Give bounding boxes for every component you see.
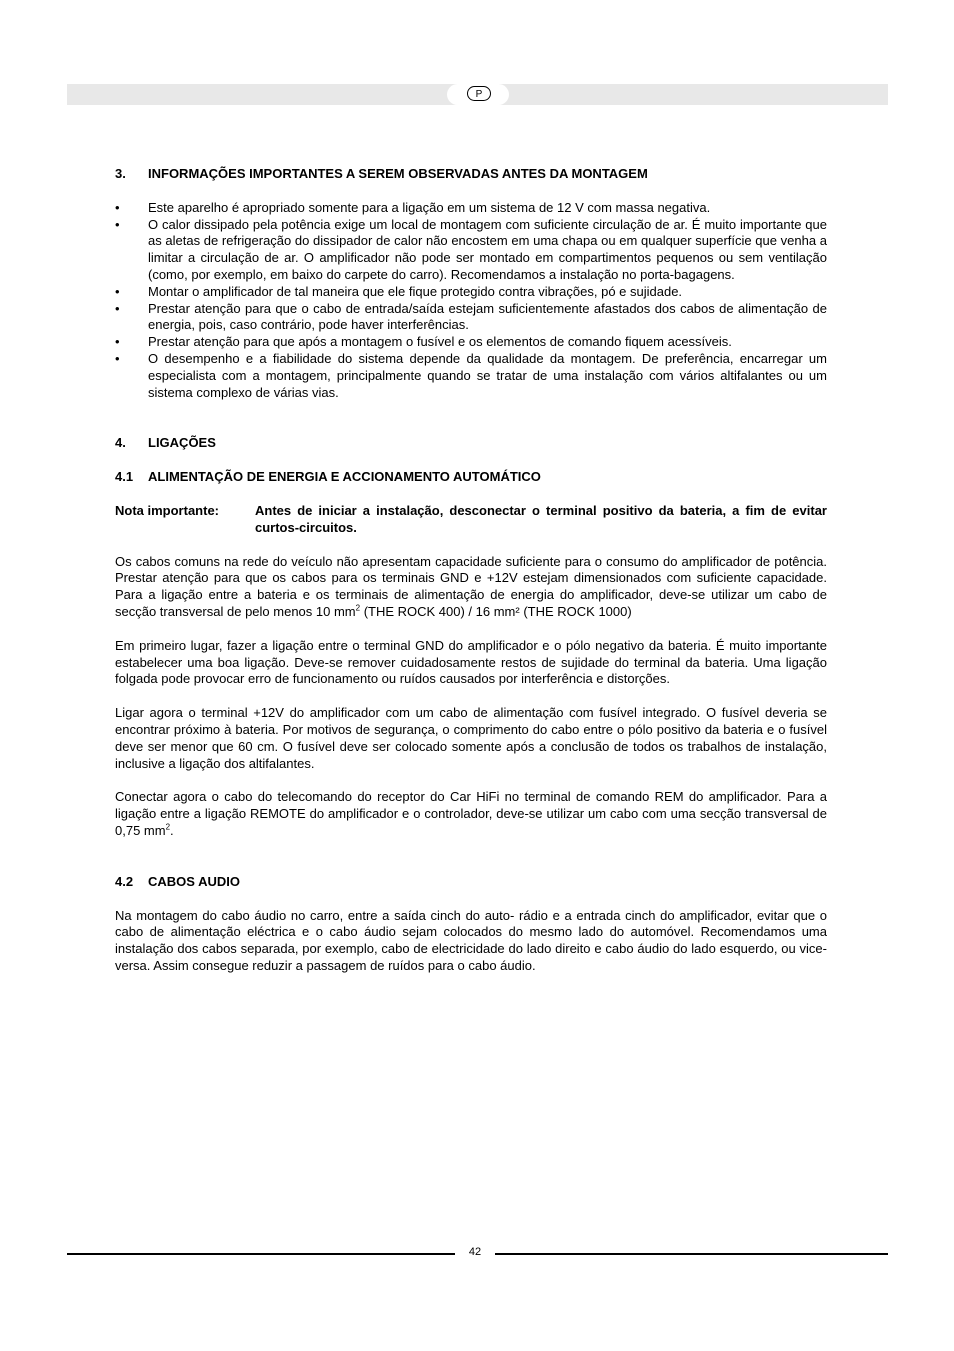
paragraph: Conectar agora o cabo do telecomando do receptor do Car HiFi no terminal de comando REM do amplificador. Para a ligação entre a ligação REMOTE do amplificador e o controlador, deve-se utilizar um cabo com uma secção transversal de 0,75 $mm^2$. [115,789,827,838]
list-item: • Prestar atenção para que após a montagem o fusível e os elementos de comando fiquem acessíveis. [115,334,732,350]
section-number: 4. [115,435,126,451]
section-title: CABOS AUDIO [148,873,240,889]
list-item: • Este aparelho é apropriado somente para a ligação em um sistema de 12 V com massa negativa. [115,199,711,215]
page-content [115,166,827,975]
bullet: • [115,300,120,316]
section-3-heading [115,166,827,183]
section-3-list [115,200,827,402]
paragraph: Os cabos comuns na rede do veículo não apresentam capacidade suficiente para o consumo do amplificador de potência. Prestar atenção para que os cabos para os terminais GND e +12V estejam dimensionados com suficiente capacidade. Para a ligação entre a bateria e os terminais de alimentação de energia do amplificador, deve-se utilizar um cabo de secção transversal de pelo menos 10 $mm^2$ (THE ROCK 400) / 16 mm² (THE ROCK 1000) [115,553,827,619]
bullet: • [115,283,120,299]
bullet: • [115,334,120,350]
section-number: 3. [115,166,126,181]
section-number: 4.2 [115,873,134,889]
bullet: • [115,216,120,232]
list-item: • O desempenho e a fiabilidade do sistema depende da qualidade da montagem. De preferência, encarregar um especialista com a montagem, principalmente quando se tratar de uma instalação com vários altifalantes ou um sistema complexo de várias vias. [115,350,827,400]
section-title: ALIMENTAÇÃO DE ENERGIA E ACCIONAMENTO AUTOMÁTICO [148,469,541,485]
section-4-2-heading [115,874,827,891]
note-label: Nota importante: [115,502,219,518]
footer-rule-right [495,1253,888,1255]
list-item: • Prestar atenção para que o cabo de entrada/saída estejam suficientemente afastados dos cabos de alimentação de energia, pois, caso contrário, pode haver interferências. [115,300,827,333]
important-note [115,503,827,537]
section-title: INFORMAÇÕES IMPORTANTES A SEREM OBSERVADAS ANTES DA MONTAGEM [148,166,648,181]
section-4-heading [115,435,827,452]
section-title: LIGAÇÕES [148,435,216,451]
note-text: Antes de iniciar a instalação, desconectar o terminal positivo da bateria, a fim de evitar curtos-circuitos. [255,502,827,535]
section-number: 4.1 [115,469,134,485]
footer-rule-left [67,1253,455,1255]
paragraph: Ligar agora o terminal +12V do amplificador com um cabo de alimentação com fusível integrado. O fusível deveria se encontrar próximo à bateria. Por motivos de segurança, o comprimento do cabo entre o pólo positivo da bateria e o fusível deve ser menor que 60 cm. O fusível deve ser colocado somente após a conclusão de todos os trabalhos de instalação, inclusive a ligação dos altifalantes. [115,705,827,771]
bullet: • [115,199,120,215]
section-4-1-heading [115,469,827,486]
paragraph: Em primeiro lugar, fazer a ligação entre o terminal GND do amplificador e o pólo negativo da bateria. É muito importante estabelecer uma boa ligação. Deve-se remover cuidadosamente restos de sujidade do terminal da bateria. Uma ligação folgada pode provocar erro de funcionamento ou ruídos causados por interferência e distorções. [115,637,827,687]
language-badge: P [467,86,491,101]
page-number: 42 [468,1246,482,1258]
list-item: • Montar o amplificador de tal maneira que ele fique protegido contra vibrações, pó e sujidade. [115,283,683,299]
bullet: • [115,350,120,366]
paragraph: Na montagem do cabo áudio no carro, entre a saída cinch do auto- rádio e a entrada cinch do amplificador, evitar que o cabo de alimentação eléctrica e o cabo áudio sejam colocados do mesmo lado do automóvel. Recomendamos uma instalação dos cabos separada, por exemplo, cabo de electricidade do lado direito e cabo áudio do lado esquerdo, ou vice-versa. Assim consegue reduzir a passagem de ruídos para o cabo áudio. [115,907,827,973]
list-item: • O calor dissipado pela potência exige um local de montagem com suficiente circulação de ar. É muito importante que as aletas de refrigeração do dissipador de calor não encostem em uma chapa ou em qualquer superfície que venha a limitar a circulação de ar. O amplificador não pode ser montado em compartimentos pequenos ou sem ventilação (como, por exemplo, em baixo do carpete do carro). Recomendamos a instalação no porta-bagagens. [115,216,827,282]
